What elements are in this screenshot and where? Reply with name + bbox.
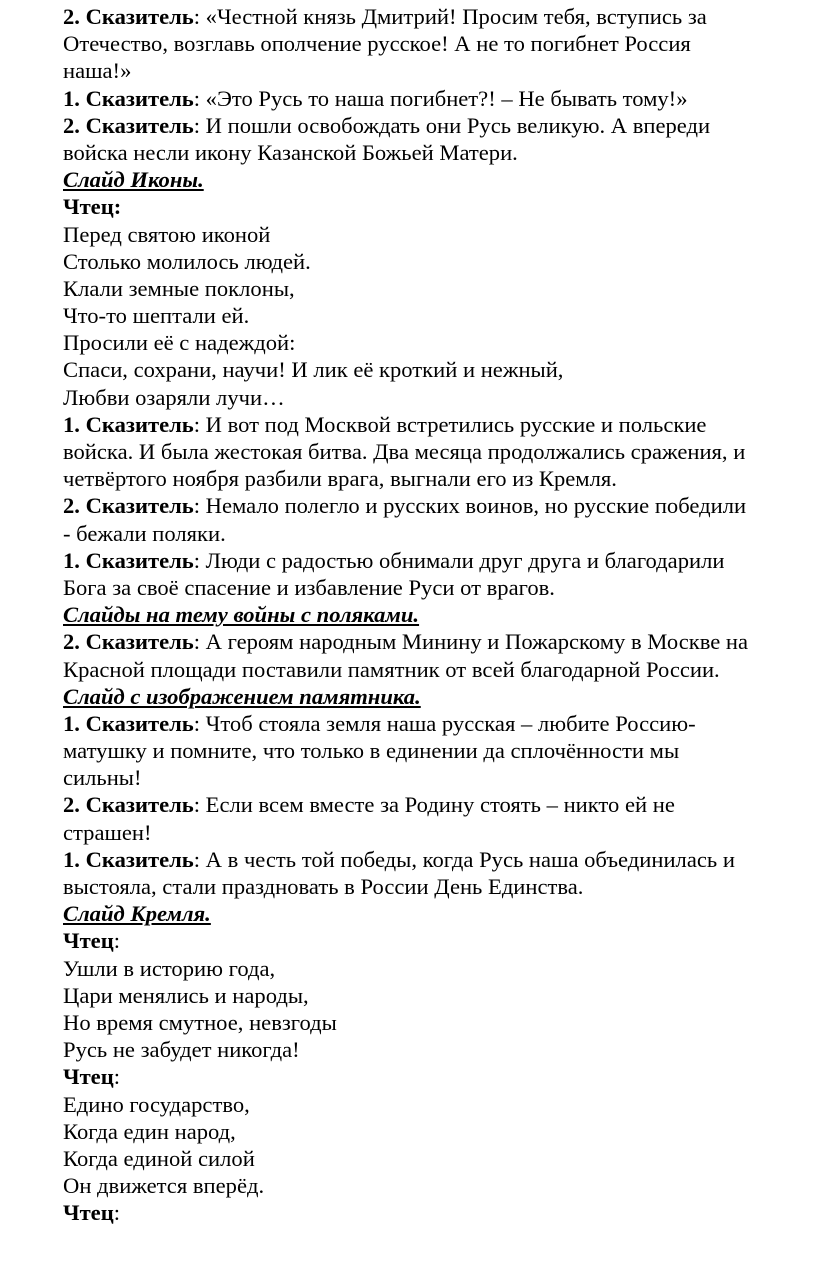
speech-text: : И вот под Москвой встретились русские и польские	[193, 411, 707, 437]
text-line: Перед святою иконой	[63, 221, 271, 247]
slide-label: Слайд Кремля.	[63, 901, 211, 927]
speaker-label: 2. Сказитель	[63, 4, 194, 29]
speaker-label: 2. Сказитель	[63, 792, 194, 818]
speaker-line	[63, 791, 803, 818]
speaker-label: 2. Сказитель	[63, 629, 194, 655]
speaker-line	[63, 628, 803, 655]
slide-label: Слайд Иконы.	[63, 167, 204, 193]
speech-text: : Люди с радостью обнимали друг друга и благодарили	[193, 547, 725, 573]
text-line: Когда единой силой	[63, 1145, 255, 1171]
text-line: Любви озаряли лучи…	[63, 384, 285, 410]
text-line: Русь не забудет никогда!	[63, 1037, 300, 1063]
speaker-label: 1. Сказитель	[63, 411, 194, 437]
text-line: Спаси, сохрани, научи! И лик её кроткий и нежный,	[63, 357, 564, 383]
reader-label: Чтец:	[63, 194, 122, 220]
text-line: сильны!	[63, 765, 142, 791]
speech-text: : И пошли освобождать они Русь великую. А впереди	[193, 112, 711, 138]
slide-direction	[63, 900, 803, 927]
text-line: Клали земные поклоны,	[63, 275, 295, 301]
slide-direction	[63, 683, 803, 710]
speech-text: :	[113, 1064, 121, 1090]
text-line: Цари менялись и народы,	[63, 982, 309, 1008]
speaker-label: 2. Сказитель	[63, 493, 194, 519]
speech-text: : Немало полегло и русских воинов, но русские победили	[193, 493, 747, 519]
speaker-line	[63, 492, 803, 519]
document-page	[63, 3, 803, 1226]
speech-text: : «Честной князь Дмитрий! Просим тебя, вступись за	[193, 4, 707, 29]
speaker-label: 1. Сказитель	[63, 85, 194, 111]
text-line: наша!»	[63, 58, 132, 84]
slide-label: Слайды на тему войны с поляками.	[63, 602, 420, 628]
speech-text: : Если всем вместе за Родину стоять – никто ей не	[193, 792, 675, 818]
reader-label: Чтец	[63, 1200, 114, 1226]
reader-line	[63, 1063, 803, 1090]
speaker-line	[63, 547, 803, 574]
speech-text: : А в честь той победы, когда Русь наша объединилась и	[193, 846, 735, 872]
speaker-label: 1. Сказитель	[63, 846, 194, 872]
text-line: Что-то шептали ей.	[63, 303, 250, 329]
text-line: Едино государство,	[63, 1091, 250, 1117]
text-line: Просили её с надеждой:	[63, 330, 296, 356]
text-line: Бога за своё спасение и избавление Руси от врагов.	[63, 574, 555, 600]
text-line: войска. И была жестокая битва. Два месяца продолжались сражения, и	[63, 439, 746, 464]
speech-text: : «Это Русь то наша погибнет?! – Не бывать тому!»	[193, 85, 688, 111]
speech-text: : А героям народным Минину и Пожарскому в Москве на	[193, 629, 749, 655]
speaker-line	[63, 112, 803, 139]
speaker-label: 1. Сказитель	[63, 547, 194, 573]
text-line: Ушли в историю года,	[63, 955, 276, 981]
slide-label: Слайд с изображением памятника.	[63, 683, 421, 709]
speech-text: :	[113, 1200, 121, 1226]
text-line: Но время смутное, невзгоды	[63, 1009, 337, 1035]
text-line: Красной площади поставили памятник от всей благодарной России.	[63, 656, 720, 682]
speaker-line	[63, 411, 803, 438]
speaker-line	[63, 710, 803, 737]
speaker-line	[63, 3, 803, 30]
speech-text: : Чтоб стояла земля наша русская – любите Россию-	[193, 710, 696, 736]
reader-label: Чтец	[63, 1064, 114, 1090]
text-line: Когда един народ,	[63, 1118, 236, 1144]
reader-label: Чтец	[63, 928, 114, 954]
text-line: войска несли икону Казанской Божьей Матери.	[63, 139, 518, 165]
reader-line	[63, 193, 803, 220]
text-line: страшен!	[63, 819, 152, 845]
speaker-line	[63, 85, 803, 112]
reader-line	[63, 1199, 803, 1226]
text-line: Отечество, возглавь ополчение русское! А не то погибнет Россия	[63, 31, 691, 57]
text-line: выстояла, стали праздновать в России День Единства.	[63, 874, 584, 899]
speaker-line	[63, 846, 803, 873]
speaker-label: 1. Сказитель	[63, 710, 194, 736]
slide-direction	[63, 601, 803, 628]
text-line: Он движется вперёд.	[63, 1173, 265, 1199]
slide-direction	[63, 166, 803, 193]
speaker-label: 2. Сказитель	[63, 112, 194, 138]
text-line: Столько молилось людей.	[63, 248, 311, 274]
speech-text: :	[113, 928, 121, 954]
reader-line	[63, 927, 803, 954]
text-line: - бежали поляки.	[63, 520, 226, 546]
text-line: матушку и помните, что только в единении да сплочённости мы	[63, 738, 680, 764]
text-line: четвёртого ноября разбили врага, выгнали его из Кремля.	[63, 466, 617, 492]
